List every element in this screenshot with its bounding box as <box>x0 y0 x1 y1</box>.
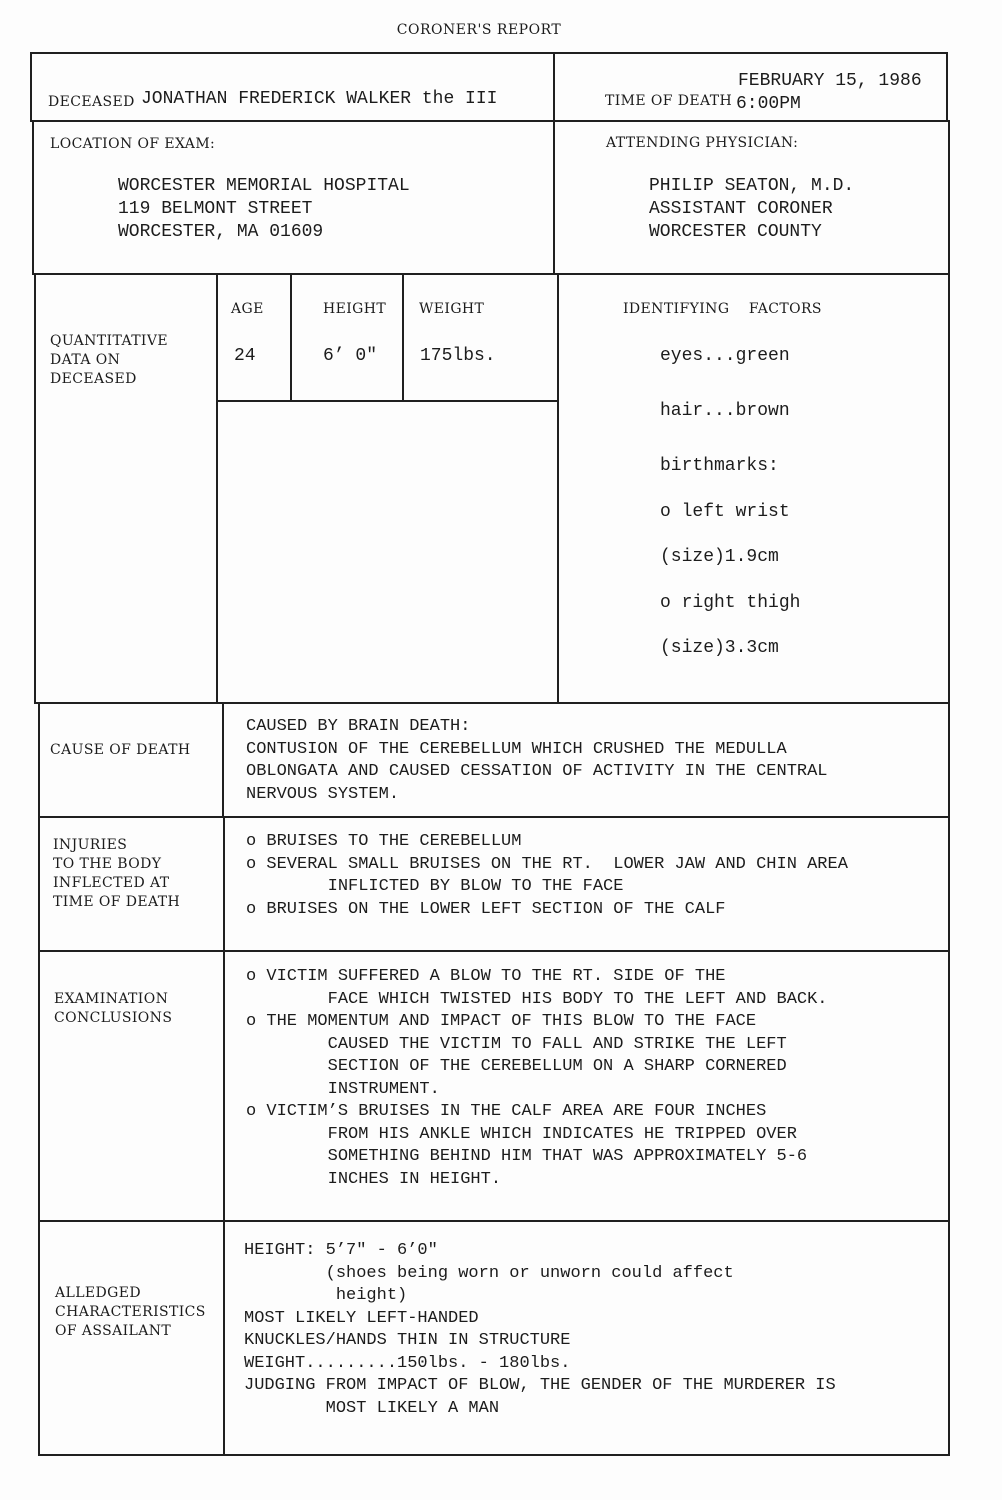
cause-line: CAUSED BY BRAIN DEATH: <box>246 717 471 736</box>
height-label: HEIGHT <box>323 301 387 317</box>
identifying-item: (size)3.3cm <box>660 638 779 658</box>
conclusions-text <box>246 966 828 1191</box>
assailant-label <box>55 1284 206 1341</box>
injuries-divider <box>223 816 225 952</box>
conclusion-line: FROM HIS ANKLE WHICH INDICATES HE TRIPPED OVER <box>246 1124 797 1144</box>
conclusion-line: FACE WHICH TWISTED HIS BODY TO THE LEFT AND BACK. <box>246 989 828 1009</box>
location-line: 119 BELMONT STREET <box>118 199 313 219</box>
assailant-line: (shoes being worn or unworn could affect <box>244 1263 734 1283</box>
identifying-divider <box>557 273 559 704</box>
conclusions-label-line: CONCLUSIONS <box>54 1010 173 1026</box>
identifying-factors-label: IDENTIFYING FACTORS <box>623 301 822 317</box>
injury-line: o SEVERAL SMALL BRUISES ON THE RT. LOWER JAW AND CHIN AREA <box>246 854 848 874</box>
physician-line: PHILIP SEATON, M.D. <box>649 176 855 196</box>
conclusions-label-line: EXAMINATION <box>54 991 169 1007</box>
conclusion-line: o THE MOMENTUM AND IMPACT OF THIS BLOW TO THE FACE <box>246 1012 757 1031</box>
identifying-item: o right thigh <box>660 593 801 613</box>
physician-line: WORCESTER COUNTY <box>649 222 822 242</box>
report-title: CORONER'S REPORT <box>396 22 562 38</box>
weight-label: WEIGHT <box>419 301 485 317</box>
location-label: LOCATION OF EXAM: <box>50 136 216 152</box>
quantitative-box <box>34 273 950 704</box>
physician-line: ASSISTANT CORONER <box>649 199 833 219</box>
assailant-divider <box>223 1220 225 1456</box>
age-height-divider <box>290 273 292 402</box>
measurements-bottom-line <box>216 400 558 402</box>
cause-of-death-label: CAUSE OF DEATH <box>50 742 191 758</box>
identifying-item: eyes...green <box>660 346 790 366</box>
injury-line: o BRUISES TO THE CEREBELLUM <box>246 832 522 851</box>
identifying-item: hair...brown <box>660 401 790 421</box>
injuries-label <box>53 836 180 912</box>
location-address <box>118 175 410 244</box>
age-value: 24 <box>234 346 256 366</box>
cause-line: OBLONGATA AND CAUSED CESSATION OF ACTIVITY IN THE CENTRAL <box>246 762 828 781</box>
cause-line: NERVOUS SYSTEM. <box>246 784 400 804</box>
quantitative-label-line: QUANTITATIVE <box>50 333 168 349</box>
assailant-line: JUDGING FROM IMPACT OF BLOW, THE GENDER OF THE MURDERER IS <box>244 1376 836 1395</box>
conclusion-line: SOMETHING BEHIND HIM THAT WAS APPROXIMATELY 5-6 <box>246 1147 808 1166</box>
location-line: WORCESTER MEMORIAL HOSPITAL <box>118 176 410 196</box>
assailant-label-line: ALLEDGED <box>55 1285 141 1301</box>
injuries-label-line: TO THE BODY <box>53 856 162 872</box>
quantitative-label-line: DATA ON <box>50 352 121 368</box>
injuries-label-line: INFLECTED AT <box>53 875 170 891</box>
assailant-label-line: CHARACTERISTICS <box>55 1304 206 1320</box>
quantitative-label-line: DECEASED <box>50 371 137 387</box>
age-label: AGE <box>231 301 264 317</box>
cause-line: CONTUSION OF THE CEREBELLUM WHICH CRUSHED THE MEDULLA <box>246 739 787 759</box>
cause-divider <box>222 702 224 818</box>
conclusion-line: INCHES IN HEIGHT. <box>246 1169 502 1189</box>
cause-of-death-text <box>246 716 828 806</box>
time-of-death-label: TIME OF DEATH <box>605 93 733 109</box>
assailant-line: KNUCKLES/HANDS THIN IN STRUCTURE <box>244 1331 571 1350</box>
conclusion-line: o VICTIM SUFFERED A BLOW TO THE RT. SIDE OF THE <box>246 967 726 986</box>
assailant-line: MOST LIKELY A MAN <box>244 1398 500 1418</box>
time-of-death-value: 6:00PM <box>736 94 801 114</box>
injuries-label-line: INJURIES <box>53 837 128 853</box>
conclusions-divider <box>223 950 225 1222</box>
quantitative-label-divider <box>216 273 218 704</box>
quantitative-label <box>50 332 168 389</box>
assailant-line: WEIGHT.........150lbs. - 180lbs. <box>244 1353 571 1373</box>
physician-label: ATTENDING PHYSICIAN: <box>606 135 799 151</box>
assailant-line: MOST LIKELY LEFT-HANDED <box>244 1308 479 1328</box>
assailant-label-line: OF ASSAILANT <box>55 1323 172 1339</box>
deceased-label: DECEASED <box>48 94 135 110</box>
physician-info <box>649 175 854 244</box>
weight-value: 175lbs. <box>420 346 496 366</box>
identifying-item: birthmarks: <box>660 456 779 476</box>
identifying-item: o left wrist <box>660 502 790 522</box>
height-weight-divider <box>402 273 404 402</box>
assailant-line: height) <box>244 1286 408 1305</box>
deceased-name: JONATHAN FREDERICK WALKER the III <box>141 89 498 109</box>
location-line: WORCESTER, MA 01609 <box>118 222 324 242</box>
injury-line: o BRUISES ON THE LOWER LEFT SECTION OF THE CALF <box>246 899 726 919</box>
height-value: 6’ 0" <box>323 346 378 366</box>
conclusion-line: INSTRUMENT. <box>246 1079 440 1099</box>
conclusions-label <box>54 990 172 1028</box>
conclusion-line: CAUSED THE VICTIM TO FALL AND STRIKE THE LEFT <box>246 1034 787 1054</box>
conclusion-line: SECTION OF THE CEREBELLUM ON A SHARP CORNERED <box>246 1057 787 1076</box>
conclusion-line: o VICTIM’S BRUISES IN THE CALF AREA ARE FOUR INCHES <box>246 1102 767 1121</box>
identifying-item: (size)1.9cm <box>660 547 779 567</box>
assailant-text <box>244 1240 836 1420</box>
assailant-line: HEIGHT: 5’7" - 6’0" <box>244 1241 438 1260</box>
injury-line: INFLICTED BY BLOW TO THE FACE <box>246 877 624 896</box>
injuries-label-line: TIME OF DEATH <box>53 894 181 910</box>
injuries-text <box>246 831 848 921</box>
report-date: FEBRUARY 15, 1986 <box>738 71 922 91</box>
